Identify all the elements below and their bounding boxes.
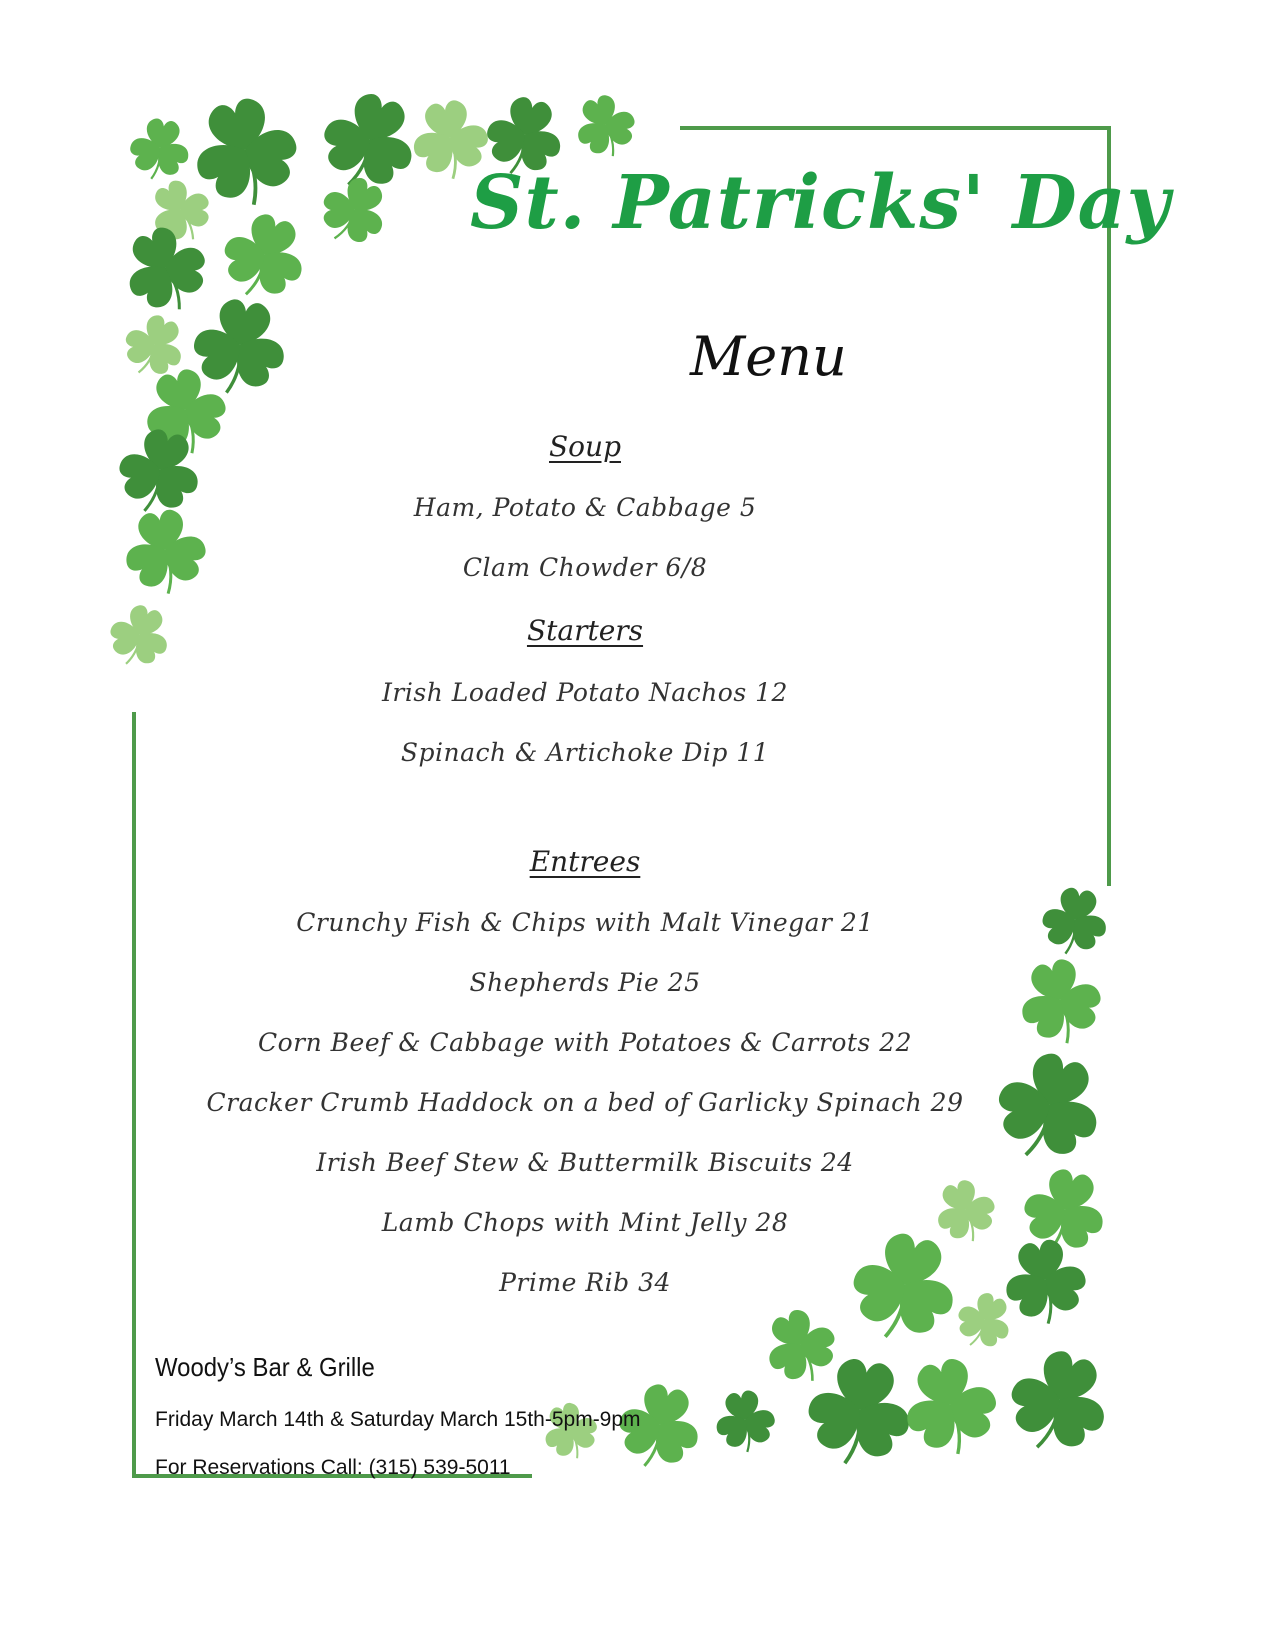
menu-item: Lamb Chops with Mint Jelly 28 xyxy=(381,1208,789,1237)
menu-subtitle: Menu xyxy=(690,325,847,388)
menu-item: Spinach & Artichoke Dip 11 xyxy=(400,738,770,767)
menu-item: Crunchy Fish & Chips with Malt Vinegar 21 xyxy=(296,908,874,937)
section-heading-entrees: Entrees xyxy=(529,845,641,878)
event-dates: Friday March 14th & Saturday March 15th-5pm-9pm xyxy=(155,1408,641,1431)
menu-item: Ham, Potato & Cabbage 5 xyxy=(413,493,757,522)
shamrock-icon xyxy=(750,1298,851,1396)
shamrock-icon xyxy=(794,1351,925,1474)
reservation-phone: For Reservations Call: (315) 539-5011 xyxy=(155,1456,511,1479)
section-heading-starters: Starters xyxy=(526,614,644,647)
menu-item: Cracker Crumb Haddock on a bed of Garlicky Spinach 29 xyxy=(206,1088,964,1117)
shamrock-icon xyxy=(707,1386,783,1457)
menu-item: Clam Chowder 6/8 xyxy=(462,553,708,582)
menu-item: Irish Beef Stew & Buttermilk Biscuits 24 xyxy=(316,1148,854,1177)
menu-item: Corn Beef & Cabbage with Potatoes & Carrots 22 xyxy=(257,1028,913,1057)
menu-item: Prime Rib 34 xyxy=(499,1268,671,1297)
shamrock-icon xyxy=(991,1337,1127,1467)
menu-item: Shepherds Pie 25 xyxy=(469,968,701,997)
menu-item: Irish Loaded Potato Nachos 12 xyxy=(382,678,788,707)
shamrock-icon xyxy=(889,1349,1012,1466)
menu-title: St. Patricks' Day xyxy=(470,160,1171,246)
restaurant-name: Woody’s Bar & Grille xyxy=(155,1352,375,1382)
section-heading-soup: Soup xyxy=(549,430,621,463)
